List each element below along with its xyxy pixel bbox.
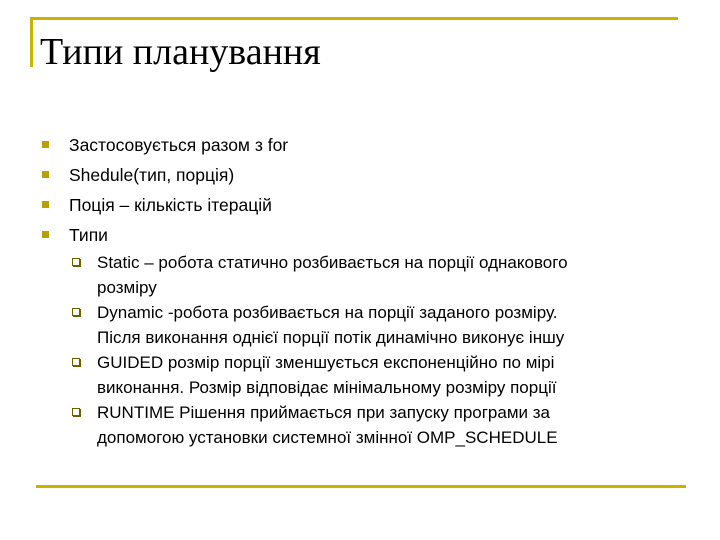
sub-list-item [69,300,680,350]
slide-content [40,130,680,450]
hollow-square-bullet-icon [72,308,80,316]
sub-bullet-text-line: Static – робота статично розбивається на порції однакового [97,253,568,272]
hollow-square-bullet-icon [72,408,80,416]
sub-list-item [69,400,680,450]
bullet-list [40,130,680,450]
bottom-rule [36,485,686,488]
list-item [40,190,680,220]
square-bullet-icon [42,171,49,178]
square-bullet-icon [42,141,49,148]
bullet-text: Застосовується разом з for [69,135,289,155]
hollow-square-bullet-icon [72,258,80,266]
sub-bullet-list [69,250,680,450]
list-item [40,160,680,190]
sub-bullet-text-line: Dynamic -робота розбивається на порції заданого розміру. [97,303,558,322]
left-rule [30,17,33,67]
bullet-text: Поція – кількість ітерацій [69,195,272,215]
sub-bullet-text-line: розміру [97,278,157,297]
sub-list-item [69,250,680,300]
sub-bullet-text-line: допомогою установки системної змінної OMP_SCHEDULE [97,428,558,447]
sub-bullet-text-line: GUIDED розмір порції зменшується експоненційно по мірі [97,353,555,372]
slide-title: Типи планування [40,31,321,73]
sub-bullet-text-line: RUNTIME Рішення приймається при запуску програми за [97,403,550,422]
sub-bullet-text-line: виконання. Розмір відповідає мінімальному розміру порції [97,378,557,397]
top-rule [30,17,678,20]
list-item [40,130,680,160]
sub-list-item [69,350,680,400]
hollow-square-bullet-icon [72,358,80,366]
square-bullet-icon [42,201,49,208]
list-item [40,220,680,450]
bullet-text: Типи [69,225,108,245]
square-bullet-icon [42,231,49,238]
bullet-text: Shedule(тип, порція) [69,165,235,185]
sub-bullet-text-line: Після виконання однієї порції потік динамічно виконує іншу [97,328,565,347]
